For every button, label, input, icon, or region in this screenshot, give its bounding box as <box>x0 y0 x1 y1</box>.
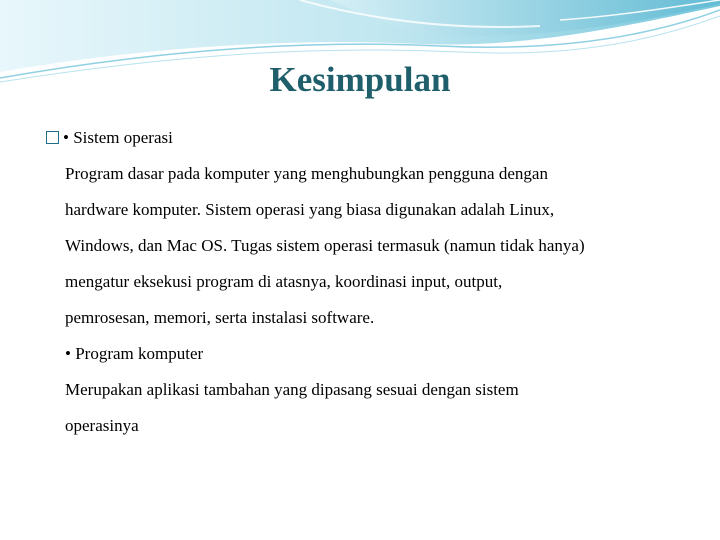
paragraph-line: mengatur eksekusi program di atasnya, koordinasi input, output, <box>65 272 503 291</box>
paragraph-line: pemrosesan, memori, serta instalasi software. <box>65 308 375 327</box>
slide-content <box>46 120 696 444</box>
slide-title: Kesimpulan <box>269 60 451 99</box>
paragraph-line: Merupakan aplikasi tambahan yang dipasang sesuai dengan sistem <box>65 380 519 399</box>
bullet-heading-sistem-operasi <box>46 120 696 156</box>
paragraph-line: operasinya <box>65 416 139 435</box>
bullet-heading-program-komputer: • Program komputer <box>65 344 204 363</box>
paragraph-line: Program dasar pada komputer yang menghubungkan pengguna dengan <box>65 164 548 183</box>
paragraph-line: hardware komputer. Sistem operasi yang biasa digunakan adalah Linux, <box>65 200 555 219</box>
square-outline-icon <box>46 131 59 144</box>
paragraph-line: Windows, dan Mac OS. Tugas sistem operasi termasuk (namun tidak hanya) <box>65 236 585 255</box>
heading-text: • Sistem operasi <box>63 128 173 147</box>
